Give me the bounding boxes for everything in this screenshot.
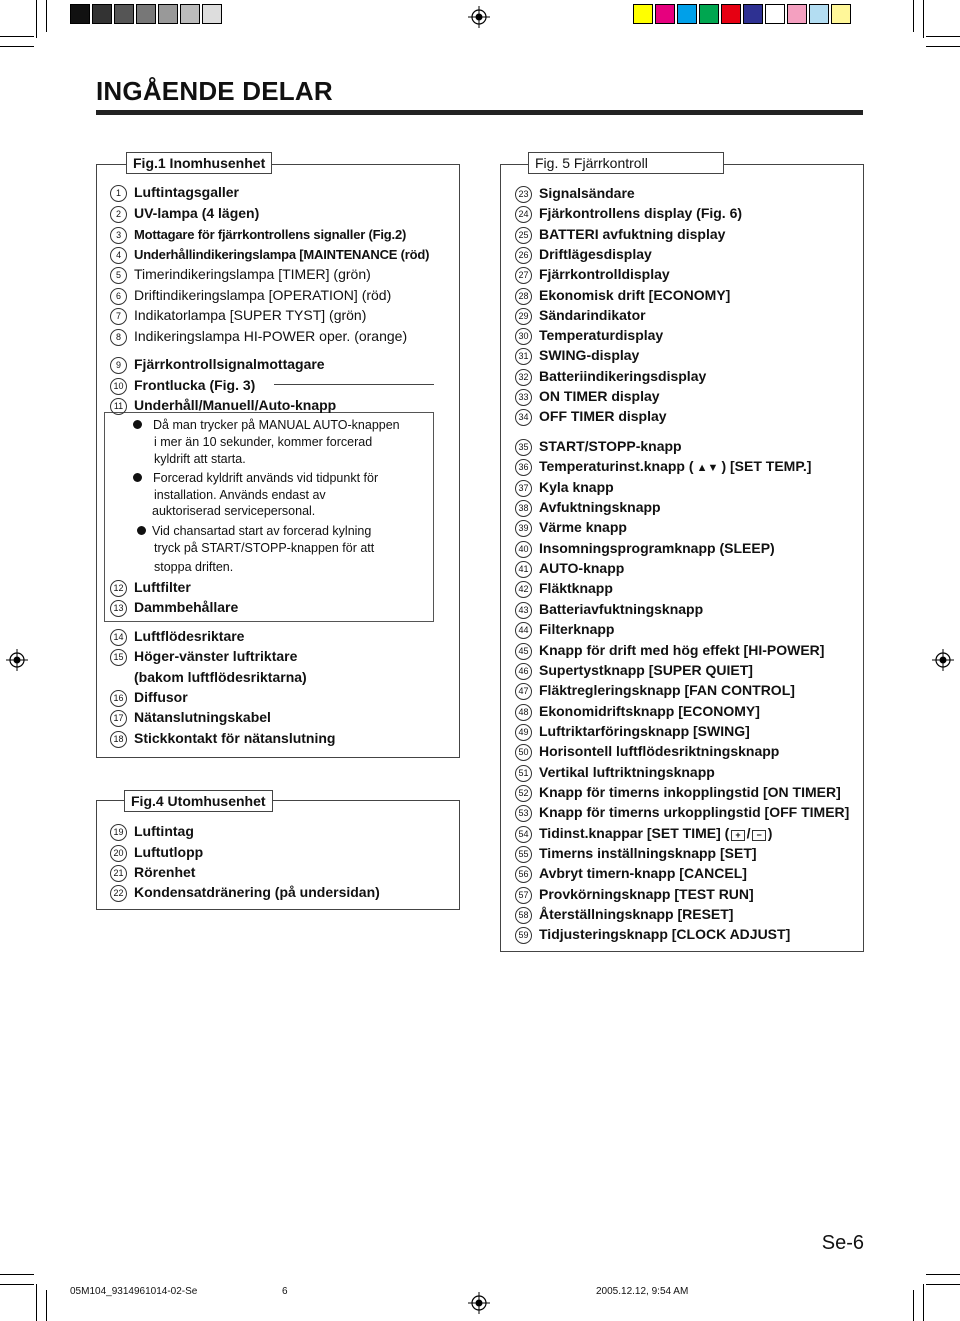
item-number-badge: 9 bbox=[110, 357, 127, 374]
item-label: Indikatorlampa [SUPER TYST] (grön) bbox=[134, 307, 367, 323]
item-number-badge: 24 bbox=[515, 206, 532, 223]
triangle-up-down-icon: ▲▼ bbox=[693, 462, 722, 474]
item-number-badge: 8 bbox=[110, 329, 127, 346]
crop-mark bbox=[926, 46, 960, 47]
item-number-badge: 1 bbox=[110, 185, 127, 202]
item-number-badge: 38 bbox=[515, 500, 532, 517]
color-swatch bbox=[787, 4, 807, 24]
list-item bbox=[515, 518, 627, 537]
crop-mark bbox=[0, 1284, 34, 1285]
item-number-badge: 5 bbox=[110, 267, 127, 284]
list-item bbox=[110, 265, 371, 284]
registration-mark-icon bbox=[6, 649, 28, 671]
list-item bbox=[515, 306, 646, 325]
crop-mark bbox=[926, 1284, 960, 1285]
registration-mark-icon bbox=[932, 649, 954, 671]
item-label: Luftfilter bbox=[134, 579, 191, 595]
list-item bbox=[515, 844, 757, 863]
list-item bbox=[515, 286, 730, 305]
color-swatch bbox=[136, 4, 156, 24]
plus-minus-icon: + / − bbox=[729, 825, 767, 841]
crop-mark bbox=[0, 46, 34, 47]
list-item bbox=[515, 742, 779, 761]
item-number-badge: 33 bbox=[515, 389, 532, 406]
list-item bbox=[515, 265, 670, 284]
color-swatch bbox=[743, 4, 763, 24]
item-number-badge: 17 bbox=[110, 710, 127, 727]
item-label: Knapp för drift med hög effekt [HI-POWER] bbox=[539, 642, 825, 658]
list-item bbox=[110, 708, 271, 727]
fig1-label: Fig.1 Inomhusenhet bbox=[126, 152, 272, 174]
item-number-badge: 18 bbox=[110, 731, 127, 748]
list-item bbox=[110, 204, 259, 223]
crop-mark bbox=[923, 1284, 924, 1321]
item-label: Luftriktarföringsknapp [SWING] bbox=[539, 723, 750, 739]
crop-mark bbox=[913, 0, 914, 32]
list-item bbox=[515, 600, 703, 619]
item-number-badge: 26 bbox=[515, 247, 532, 264]
item-number-badge: 11 bbox=[110, 398, 127, 415]
footer-sheet: 6 bbox=[282, 1286, 288, 1297]
item-label: Diffusor bbox=[134, 689, 188, 705]
item-label: Luftutlopp bbox=[134, 844, 204, 860]
item-label: Frontlucka (Fig. 3) bbox=[134, 377, 256, 393]
item-label: SWING-display bbox=[539, 347, 640, 363]
list-item bbox=[515, 457, 811, 477]
item-label: Nätanslutningskabel bbox=[134, 709, 271, 725]
list-item bbox=[134, 668, 307, 686]
item-number-badge: 7 bbox=[110, 308, 127, 325]
item-number-badge: 48 bbox=[515, 704, 532, 721]
list-item bbox=[110, 396, 336, 415]
item-label: Timerindikeringslampa [TIMER] (grön) bbox=[134, 266, 371, 282]
list-item bbox=[110, 578, 191, 597]
list-item bbox=[515, 478, 614, 497]
item-number-badge: 50 bbox=[515, 744, 532, 761]
item-number-badge: 57 bbox=[515, 887, 532, 904]
color-swatch bbox=[809, 4, 829, 24]
item-label: Driftindikeringslampa [OPERATION] (röd) bbox=[134, 287, 392, 303]
item-number-badge: 30 bbox=[515, 328, 532, 345]
list-item bbox=[515, 620, 614, 639]
item-number-badge: 25 bbox=[515, 227, 532, 244]
item-label: Mottagare för fjärrkontrollens signaller (Fig.2) bbox=[134, 227, 407, 242]
item-label: Knapp för timerns urkopplingstid [OFF TIMER] bbox=[539, 804, 850, 820]
color-swatch bbox=[92, 4, 112, 24]
list-item bbox=[110, 843, 203, 862]
crop-mark bbox=[923, 0, 924, 38]
note-line: Forcerad kyldrift används vid tidpunkt för bbox=[153, 471, 379, 485]
item-label: Batteriavfuktningsknapp bbox=[539, 601, 704, 617]
note-line: kyldrift att starta. bbox=[154, 452, 246, 466]
list-item bbox=[515, 702, 760, 721]
item-number-badge: 46 bbox=[515, 663, 532, 680]
item-number-badge: 45 bbox=[515, 643, 532, 660]
list-item bbox=[110, 647, 297, 666]
item-label: Rörenhet bbox=[134, 864, 196, 880]
item-number-badge: 2 bbox=[110, 206, 127, 223]
item-number-badge: 21 bbox=[110, 865, 127, 882]
list-item bbox=[515, 367, 706, 386]
list-item bbox=[515, 864, 747, 883]
item-label: Supertystknapp [SUPER QUIET] bbox=[539, 662, 753, 678]
item-number-badge: 19 bbox=[110, 824, 127, 841]
list-item bbox=[110, 598, 238, 617]
item-number-badge: 22 bbox=[110, 885, 127, 902]
item-number-badge: 32 bbox=[515, 369, 532, 386]
item-label: BATTERI avfuktning display bbox=[539, 226, 726, 242]
list-item bbox=[515, 763, 715, 782]
item-label: Luftintagsgaller bbox=[134, 184, 240, 200]
crop-mark bbox=[0, 1274, 34, 1275]
color-swatch bbox=[180, 4, 200, 24]
item-label: Temperaturdisplay bbox=[539, 327, 664, 343]
list-item bbox=[110, 327, 407, 346]
item-label: Batteriindikeringsdisplay bbox=[539, 368, 707, 384]
item-number-badge: 10 bbox=[110, 378, 127, 395]
item-number-badge: 59 bbox=[515, 927, 532, 944]
item-label: Filterknapp bbox=[539, 621, 615, 637]
item-number-badge: 20 bbox=[110, 845, 127, 862]
item-label: Luftintag bbox=[134, 823, 194, 839]
crop-mark bbox=[46, 1290, 47, 1321]
item-label: OFF TIMER display bbox=[539, 408, 667, 424]
list-item bbox=[515, 783, 841, 802]
item-number-badge: 28 bbox=[515, 288, 532, 305]
item-label: Återställningsknapp [RESET] bbox=[539, 906, 734, 922]
list-item bbox=[515, 326, 663, 345]
list-item bbox=[515, 661, 753, 680]
list-item bbox=[515, 539, 775, 558]
item-number-badge: 23 bbox=[515, 186, 532, 203]
item-label: Temperaturinst.knapp ( bbox=[539, 458, 694, 474]
list-item bbox=[110, 183, 239, 202]
item-number-badge: 54 bbox=[515, 826, 532, 843]
process-color-bar bbox=[633, 4, 853, 24]
item-number-badge: 40 bbox=[515, 541, 532, 558]
color-swatch bbox=[831, 4, 851, 24]
item-number-badge: 29 bbox=[515, 308, 532, 325]
footer-file: 05M104_9314961014-02-Se bbox=[70, 1286, 198, 1297]
item-number-badge: 51 bbox=[515, 765, 532, 782]
registration-mark-icon bbox=[468, 1292, 490, 1314]
item-number-badge: 6 bbox=[110, 288, 127, 305]
title-rule bbox=[96, 110, 863, 115]
item-label: Kyla knapp bbox=[539, 479, 614, 495]
item-label-suffix: ) bbox=[767, 825, 773, 841]
list-item bbox=[110, 729, 335, 748]
item-label: Provkörningsknapp [TEST RUN] bbox=[539, 886, 754, 902]
item-label: Underhållindikeringslampa [MAINTENANCE (röd) bbox=[134, 247, 430, 262]
note-line: i mer än 10 sekunder, kommer forcerad bbox=[154, 435, 373, 449]
list-item bbox=[110, 863, 195, 882]
list-item bbox=[515, 559, 624, 578]
item-number-badge: 13 bbox=[110, 600, 127, 617]
list-item bbox=[110, 306, 366, 325]
note-line: Då man trycker på MANUAL AUTO-knappen bbox=[153, 418, 400, 432]
color-swatch bbox=[765, 4, 785, 24]
note-line: auktoriserad servicepersonal. bbox=[152, 504, 316, 518]
item-label: Ekonomidriftsknapp [ECONOMY] bbox=[539, 703, 760, 719]
list-item bbox=[515, 803, 849, 822]
list-item bbox=[110, 822, 194, 841]
item-label: Insomningsprogramknapp (SLEEP) bbox=[539, 540, 775, 556]
gray-color-bar bbox=[70, 4, 224, 24]
list-item bbox=[515, 824, 772, 843]
item-label: Knapp för timerns inkopplingstid [ON TIMER] bbox=[539, 784, 841, 800]
item-number-badge: 37 bbox=[515, 480, 532, 497]
color-swatch bbox=[633, 4, 653, 24]
crop-mark bbox=[926, 36, 960, 37]
crop-mark bbox=[46, 0, 47, 32]
item-label: AUTO-knapp bbox=[539, 560, 625, 576]
list-item bbox=[515, 225, 725, 244]
item-number-badge: 12 bbox=[110, 580, 127, 597]
list-item bbox=[515, 905, 733, 924]
item-label: Kondensatdränering (på undersidan) bbox=[134, 884, 380, 900]
list-item bbox=[110, 355, 325, 374]
list-item bbox=[110, 376, 255, 395]
list-item bbox=[515, 925, 790, 944]
item-number-badge: 56 bbox=[515, 866, 532, 883]
page-title: INGÅENDE DELAR bbox=[96, 76, 333, 106]
item-label: Stickkontakt för nätanslutning bbox=[134, 730, 336, 746]
bullet-icon bbox=[137, 526, 146, 535]
crop-mark bbox=[913, 1290, 914, 1321]
color-swatch bbox=[158, 4, 178, 24]
list-item bbox=[110, 688, 188, 707]
item-number-badge: 58 bbox=[515, 907, 532, 924]
item-number-badge: 34 bbox=[515, 409, 532, 426]
note-line: stoppa driften. bbox=[154, 560, 234, 574]
item-label: Vertikal luftriktningsknapp bbox=[539, 764, 715, 780]
item-label: Sändarindikator bbox=[539, 307, 646, 323]
list-item bbox=[515, 387, 660, 406]
item-label: Tidjusteringsknapp [CLOCK ADJUST] bbox=[539, 926, 791, 942]
list-item bbox=[515, 346, 639, 365]
color-swatch bbox=[70, 4, 90, 24]
item-label: Avfuktningsknapp bbox=[539, 499, 661, 515]
item-label: Underhåll/Manuell/Auto-knapp bbox=[134, 397, 337, 413]
item-label: Ekonomisk drift [ECONOMY] bbox=[539, 287, 731, 303]
item-number-badge: 43 bbox=[515, 602, 532, 619]
item-number-badge: 15 bbox=[110, 649, 127, 666]
item-label: Timerns inställningsknapp [SET] bbox=[539, 845, 757, 861]
item-label: (bakom luftflödesriktarna) bbox=[134, 669, 307, 685]
color-swatch bbox=[699, 4, 719, 24]
color-swatch bbox=[114, 4, 134, 24]
bullet-icon bbox=[133, 473, 142, 482]
color-swatch bbox=[721, 4, 741, 24]
item-number-badge: 39 bbox=[515, 520, 532, 537]
item-label: Fjärrkontrollsignalmottagare bbox=[134, 356, 325, 372]
crop-mark bbox=[36, 1284, 37, 1321]
page-number: Se-6 bbox=[821, 1232, 864, 1254]
item-label: Värme knapp bbox=[539, 519, 627, 535]
list-item bbox=[515, 184, 635, 203]
item-number-badge: 14 bbox=[110, 629, 127, 646]
list-item bbox=[515, 204, 742, 223]
item-label: Fläktknapp bbox=[539, 580, 613, 596]
color-swatch bbox=[202, 4, 222, 24]
item-number-badge: 52 bbox=[515, 785, 532, 802]
footer-date: 2005.12.12, 9:54 AM bbox=[596, 1286, 689, 1297]
item-number-badge: 53 bbox=[515, 805, 532, 822]
fig4-label: Fig.4 Utomhusenhet bbox=[124, 790, 273, 812]
item-label: Avbryt timern-knapp [CANCEL] bbox=[539, 865, 747, 881]
list-item bbox=[110, 883, 380, 902]
item-number-badge: 55 bbox=[515, 846, 532, 863]
item-number-badge: 47 bbox=[515, 683, 532, 700]
item-label: Tidinst.knappar [SET TIME] ( bbox=[539, 825, 730, 841]
item-label: Fjärkontrollens display (Fig. 6) bbox=[539, 205, 743, 221]
fig5-label: Fig. 5 Fjärrkontroll bbox=[528, 152, 724, 174]
item-label: Signalsändare bbox=[539, 185, 635, 201]
list-item bbox=[515, 885, 754, 904]
item-number-badge: 41 bbox=[515, 561, 532, 578]
item-label: ON TIMER display bbox=[539, 388, 660, 404]
note-line: Vid chansartad start av forcerad kylning bbox=[152, 524, 372, 538]
item-label: Fjärrkontrolldisplay bbox=[539, 266, 670, 282]
item-label: UV-lampa (4 lägen) bbox=[134, 205, 260, 221]
item-number-badge: 35 bbox=[515, 439, 532, 456]
item-number-badge: 16 bbox=[110, 690, 127, 707]
list-item bbox=[110, 246, 429, 264]
note-line: tryck på START/STOPP-knappen för att bbox=[154, 541, 375, 555]
list-item bbox=[515, 681, 795, 700]
item-number-badge: 36 bbox=[515, 459, 532, 476]
bullet-icon bbox=[133, 420, 142, 429]
list-item bbox=[515, 245, 652, 264]
list-item bbox=[515, 641, 824, 660]
item-number-badge: 44 bbox=[515, 622, 532, 639]
color-swatch bbox=[677, 4, 697, 24]
leader-line bbox=[274, 384, 434, 385]
list-item bbox=[515, 722, 750, 741]
registration-mark-icon bbox=[468, 6, 490, 28]
list-item bbox=[515, 498, 661, 517]
item-label-suffix: ) [SET TEMP.] bbox=[721, 458, 812, 474]
crop-mark bbox=[36, 0, 37, 38]
list-item bbox=[515, 407, 667, 426]
item-label: Fläktregleringsknapp [FAN CONTROL] bbox=[539, 682, 795, 698]
item-number-badge: 27 bbox=[515, 267, 532, 284]
item-number-badge: 42 bbox=[515, 581, 532, 598]
list-item bbox=[110, 286, 391, 305]
item-label: Horisontell luftflödesriktningsknapp bbox=[539, 743, 780, 759]
item-number-badge: 49 bbox=[515, 724, 532, 741]
item-label: START/STOPP-knapp bbox=[539, 438, 682, 454]
item-label: Dammbehållare bbox=[134, 599, 239, 615]
item-number-badge: 31 bbox=[515, 348, 532, 365]
item-label: Indikeringslampa HI-POWER oper. (orange) bbox=[134, 328, 408, 344]
crop-mark bbox=[0, 36, 34, 37]
item-number-badge: 4 bbox=[110, 247, 127, 264]
item-label: Höger-vänster luftriktare bbox=[134, 648, 298, 664]
list-item bbox=[110, 627, 244, 646]
list-item bbox=[515, 579, 613, 598]
color-swatch bbox=[655, 4, 675, 24]
item-number-badge: 3 bbox=[110, 227, 127, 244]
item-label: Driftlägesdisplay bbox=[539, 246, 652, 262]
item-label: Luftflödesriktare bbox=[134, 628, 245, 644]
list-item bbox=[110, 226, 406, 244]
crop-mark bbox=[926, 1274, 960, 1275]
list-item bbox=[515, 437, 682, 456]
note-line: installation. Används endast av bbox=[154, 488, 326, 502]
